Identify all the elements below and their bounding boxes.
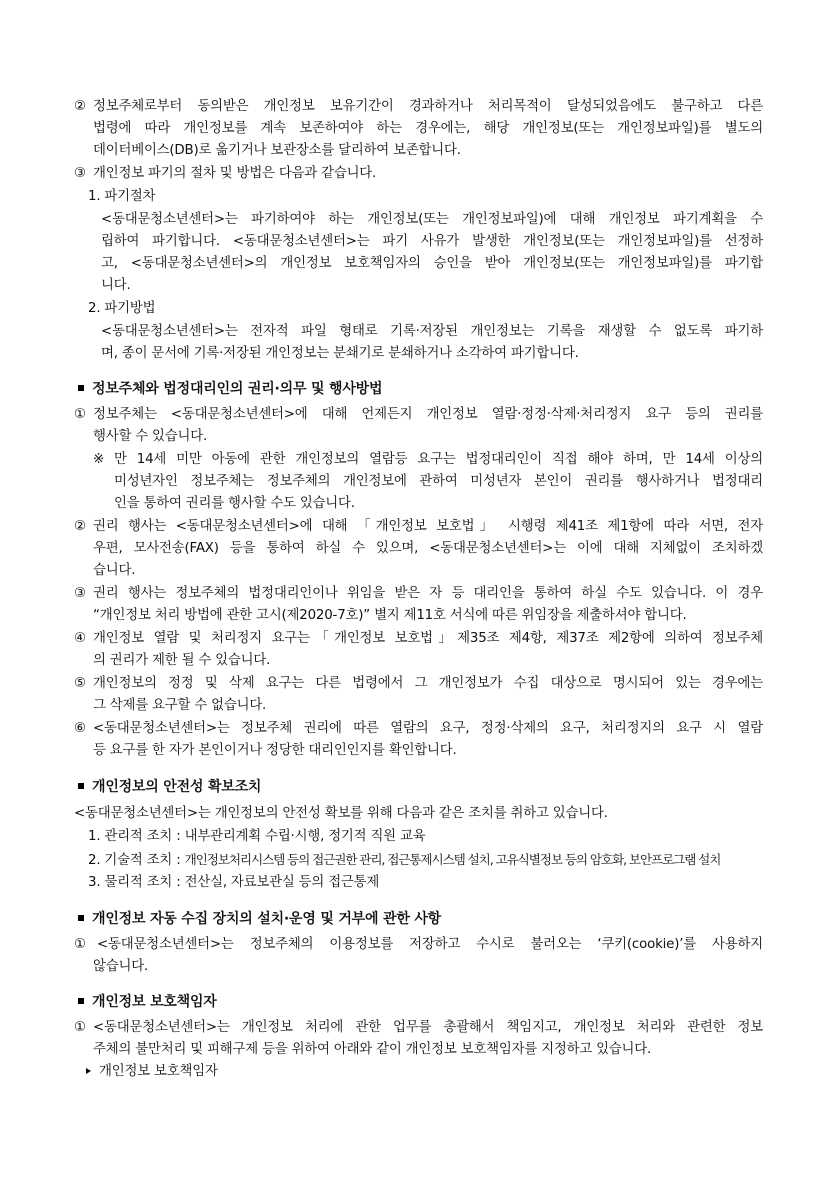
paragraph-line: 정보주체로부터 동의받은 개인정보 보유기간이 경과하거나 처리목적이 달성되었음에도 불구하고 다른 [93, 99, 763, 114]
paragraph-line: 미성년자인 정보주체는 정보주체의 개인정보에 관하여 미성년자 본인이 권리를 행사하거나 법정대리 [114, 474, 763, 489]
item-marker: ① [74, 937, 87, 952]
item-marker: ④ [74, 631, 87, 646]
paragraph-line: 인을 통하여 권리를 행사할 수도 있습니다. [114, 496, 355, 511]
paragraph-line: 주체의 불만처리 및 피해구제 등을 위하여 아래와 같이 개인정보 보호책임자를 지정하고 있습니다. [93, 1042, 652, 1057]
item-marker: ② [74, 99, 87, 114]
paragraph-line: <동대문청소년센터>는 개인정보 처리에 관한 업무를 총괄해서 책임지고, 개인정보 처리와 관련한 정보 [93, 1020, 763, 1035]
section-heading-officer: 개인정보 보호책임자 [78, 991, 217, 1013]
paragraph-line: 정보주체는 <동대문청소년센터>에 대해 언제든지 개인정보 열람·정정·삭제·처리정지 요구 등의 권리를 [93, 407, 763, 422]
item-marker: ③ [74, 166, 87, 181]
item-marker: ⑤ [74, 676, 87, 691]
section-heading-rights: 정보주체와 법정대리인의 권리·의무 및 행사방법 [78, 378, 382, 400]
square-bullet-icon [78, 385, 84, 391]
paragraph-line: <동대문청소년센터>는 전자적 파일 형태로 기록·저장된 개인정보는 기록을 재생할 수 없도록 파기하 [101, 324, 763, 339]
safety-item [88, 826, 425, 848]
safety-item [88, 849, 720, 872]
square-bullet-icon [78, 998, 84, 1004]
destroy-step-title: 2. 파기방법 [88, 301, 156, 316]
paragraph-line: 법령에 따라 개인정보를 계속 보존하여야 하는 경우에는, 해당 개인정보(또는 개인정보파일)를 별도의 [93, 121, 763, 136]
paragraph-line: 그 삭제를 요구할 수 없습니다. [93, 698, 267, 713]
paragraph-line: <동대문청소년센터>는 파기하여야 하는 개인정보(또는 개인정보파일)에 대해 개인정보 파기계획을 수 [101, 212, 763, 227]
safety-item [88, 872, 379, 894]
paragraph-line: 개인정보의 정정 및 삭제 요구는 다른 법령에서 그 개인정보가 수집 대상으로 명시되어 있는 경우에는 [93, 676, 763, 691]
paragraph-line: “개인정보 처리 방법에 관한 고시(제2020-7호)” 별지 제11호 서식에 따른 위임장을 제출하셔야 합니다. [93, 608, 687, 623]
paragraph-line: 고, <동대문청소년센터>의 개인정보 보호책임자의 승인을 받아 개인정보(또는 개인정보파일)를 파기합 [101, 256, 763, 271]
safety-item-label: 1. 관리적 조치 : [88, 829, 181, 844]
paragraph-line: 며, 종이 문서에 기록·저장된 개인정보는 분쇄기로 분쇄하거나 소각하여 파기합니다. [101, 346, 579, 361]
paragraph-line: 등 요구를 한 자가 본인이거나 정당한 대리인인지를 확인합니다. [93, 743, 457, 758]
officer-sub-item: 개인정보 보호책임자 [86, 1061, 218, 1083]
paragraph-line: 의 권리가 제한 될 수 있습니다. [93, 653, 271, 668]
item-marker: ① [74, 407, 87, 422]
paragraph-line: <동대문청소년센터>는 개인정보의 안전성 확보를 위해 다음과 같은 조치를 취하고 있습니다. [74, 806, 608, 821]
paragraph-line: 우편, 모사전송(FAX) 등을 통하여 하실 수 있으며, <동대문청소년센터>는 이에 대해 지체없이 조치하겠 [93, 541, 763, 556]
section-heading-safety: 개인정보의 안전성 확보조치 [78, 776, 261, 798]
paragraph-line: <동대문청소년센터>는 정보주체 권리에 따른 열람의 요구, 정정·삭제의 요구, 처리정지의 요구 시 열람 [93, 721, 763, 736]
square-bullet-icon [78, 915, 84, 921]
paragraph-line: 권리 행사는 <동대문청소년센터>에 대해 「개인정보 보호법」 시행령 제41조 제1항에 따라 서면, 전자 [93, 519, 763, 534]
paragraph-line: 개인정보 열람 및 처리정지 요구는「개인정보 보호법」제35조 제4항, 제37조 제2항에 의하여 정보주체 [93, 631, 763, 646]
triangle-bullet-icon [86, 1068, 91, 1074]
paragraph-line: 않습니다. [93, 959, 148, 974]
paragraph-line: 립하여 파기합니다. <동대문청소년센터>는 파기 사유가 발생한 개인정보(또는 개인정보파일)를 선정하 [101, 234, 763, 249]
paragraph-line: 개인정보 파기의 절차 및 방법은 다음과 같습니다. [93, 166, 377, 181]
paragraph-line: 행사할 수 있습니다. [93, 429, 208, 444]
item-marker: ① [74, 1020, 87, 1035]
square-bullet-icon [78, 783, 84, 789]
paragraph-line: 습니다. [93, 563, 136, 578]
item-marker: ② [74, 519, 87, 534]
item-marker: ③ [74, 586, 87, 601]
section-heading-cookie: 개인정보 자동 수집 장치의 설치·운영 및 거부에 관한 사항 [78, 908, 441, 930]
safety-item-label: 3. 물리적 조치 : [88, 875, 181, 890]
safety-item-text: 개인정보처리시스템 등의 접근권한 관리, 접근통제시스템 설치, 고유식별정보 등의 암호화, 보안프로그램 설치 [184, 852, 721, 867]
safety-item-text: 내부관리계획 수립·시행, 정기적 직원 교육 [184, 829, 426, 844]
paragraph-line: 만 14세 미만 아동에 관한 개인정보의 열람등 요구는 법정대리인이 직접 해야 하며, 만 14세 이상의 [114, 452, 763, 467]
paragraph-line: 니다. [101, 278, 131, 293]
safety-item-label: 2. 기술적 조치 : [88, 853, 181, 868]
item-marker: ⑥ [74, 721, 87, 736]
paragraph-line: <동대문청소년센터>는 정보주체의 이용정보를 저장하고 수시로 불러오는 ‘쿠키(cookie)’를 사용하지 [97, 937, 763, 952]
destroy-step-title: 1. 파기절차 [88, 189, 156, 204]
safety-item-text: 전산실, 자료보관실 등의 접근통제 [184, 875, 380, 890]
paragraph-line: 권리 행사는 정보주체의 법정대리인이나 위임을 받은 자 등 대리인을 통하여 하실 수도 있습니다. 이 경우 [93, 586, 763, 601]
paragraph-line: 데이터베이스(DB)로 옮기거나 보관장소를 달리하여 보존합니다. [93, 143, 461, 158]
note-marker: ※ [93, 452, 105, 467]
